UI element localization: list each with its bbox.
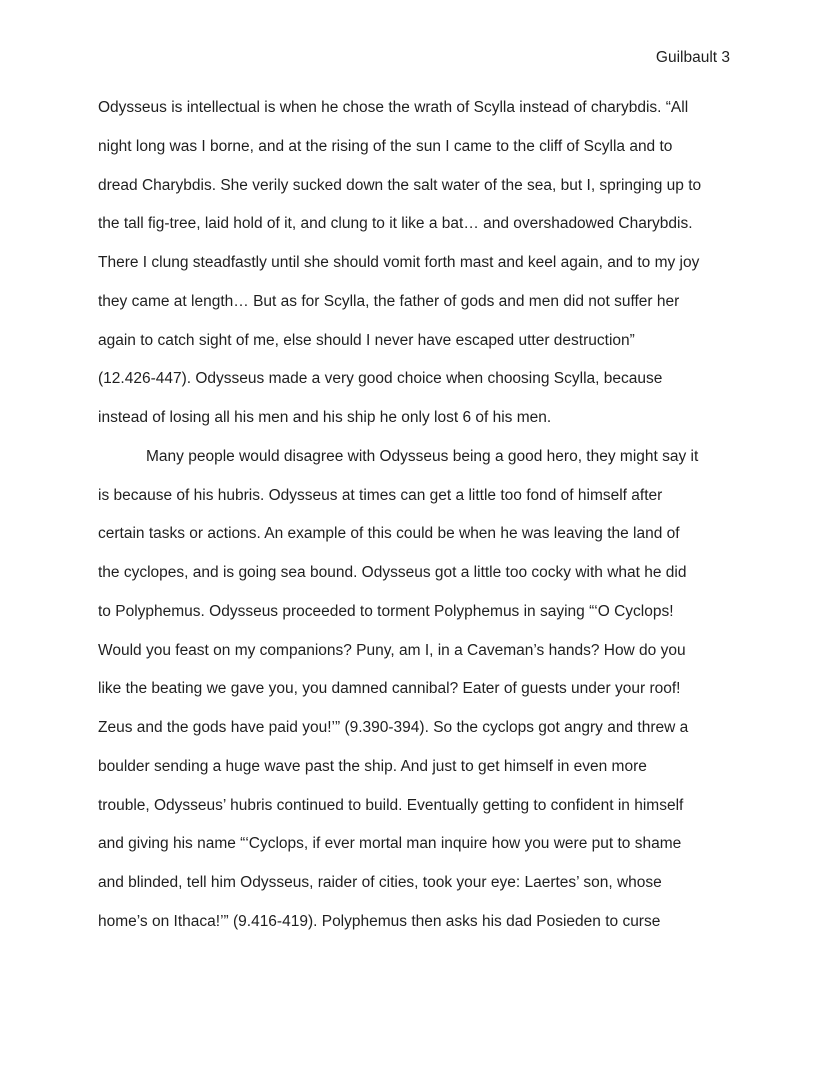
text-line: instead of losing all his men and his ship he only lost 6 of his men. (98, 409, 552, 426)
text-line: and giving his name “‘Cyclops, if ever mortal man inquire how you were put to shame (98, 835, 682, 853)
text-line: is because of his hubris. Odysseus at times can get a little too fond of himself after (98, 486, 663, 504)
text-line: to Polyphemus. Odysseus proceeded to torment Polyphemus in saying “‘O Cyclops! (98, 602, 674, 620)
text-line: boulder sending a huge wave past the ship. And just to get himself in even more (98, 757, 647, 775)
text-line: There I clung steadfastly until she should vomit forth mast and keel again, and to my joy (98, 254, 700, 271)
text-line: they came at length… But as for Scylla, the father of gods and men did not suffer her (98, 292, 680, 310)
paragraph-first-line: Many people would disagree with Odysseus being a good hero, they might say it (146, 447, 699, 465)
text-line: (12.426-447). Odysseus made a very good choice when choosing Scylla, because (98, 370, 663, 388)
text-line: Zeus and the gods have paid you!’” (9.390-394). So the cyclops got angry and threw a (98, 719, 689, 736)
text-line: and blinded, tell him Odysseus, raider of cities, took your eye: Laertes’ son, whose (98, 874, 662, 891)
body-text (98, 95, 758, 948)
text-line: Would you feast on my companions? Puny, am I, in a Caveman’s hands? How do you (98, 641, 686, 659)
text-line: again to catch sight of me, else should I never have escaped utter destruction” (98, 331, 635, 349)
text-line: the cyclopes, and is going sea bound. Odysseus got a little too cocky with what he did (98, 564, 687, 581)
text-line: like the beating we gave you, you damned cannibal? Eater of guests under your roof! (98, 680, 681, 698)
text-line: the tall fig-tree, laid hold of it, and clung to it like a bat… and overshadowed Charybdis. (98, 215, 693, 233)
text-line: dread Charybdis. She verily sucked down the salt water of the sea, but I, springing up to (98, 176, 702, 194)
text-line: night long was I borne, and at the rising of the sun I came to the cliff of Scylla and to (98, 137, 673, 155)
text-line: certain tasks or actions. An example of this could be when he was leaving the land of (98, 525, 680, 543)
page-header: Guilbault 3 (655, 49, 730, 66)
text-line: Odysseus is intellectual is when he chose the wrath of Scylla instead of charybdis. “All (98, 99, 689, 116)
text-line: trouble, Odysseus’ hubris continued to build. Eventually getting to confident in himself (98, 796, 684, 814)
text-line: home’s on Ithaca!’” (9.416-419). Polyphemus then asks his dad Posieden to curse (98, 912, 661, 930)
